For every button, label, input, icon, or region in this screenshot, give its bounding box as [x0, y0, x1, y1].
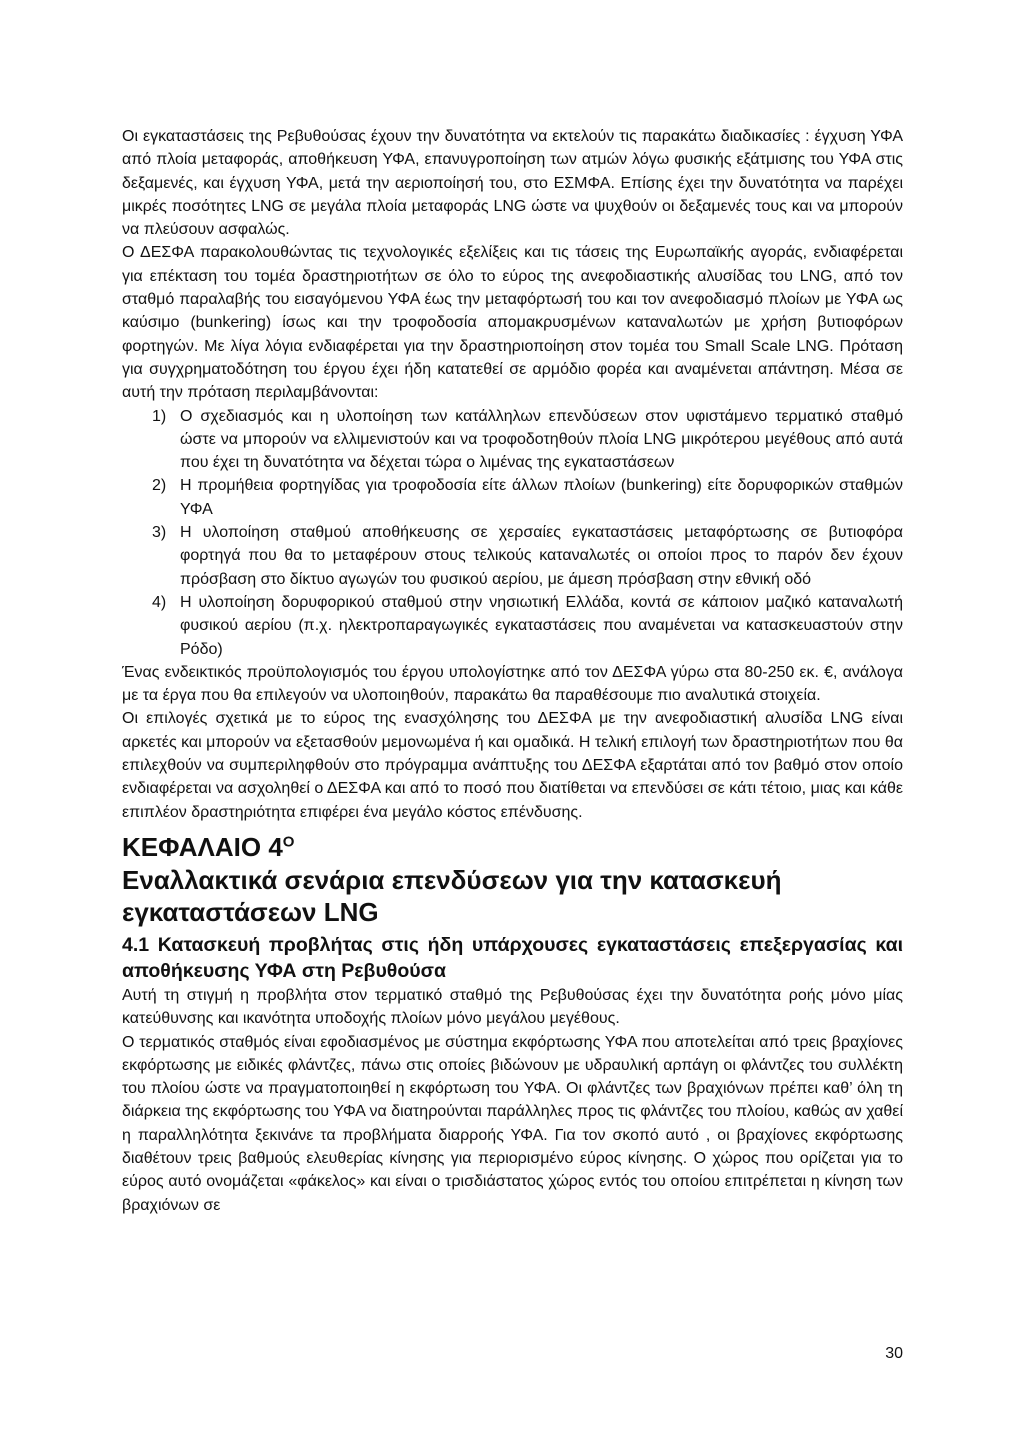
list-item: [122, 591, 903, 661]
list-item-text: Η υλοποίηση σταθμού αποθήκευσης σε χερσαίες εγκαταστάσεις μεταφόρτωσης σε βυτιοφόρα φορτηγά που θα το μεταφέρουν στους τελικούς καταναλωτές οι οποίοι προς το παρόν δεν έχουν πρόσβαση στο δίκτυο αγωγών του φυσικού αερίου, με άμεση πρόσβαση στην εθνική οδό: [180, 524, 903, 588]
chapter-ordinal-superscript: Ο: [282, 833, 295, 851]
chapter-heading: [122, 830, 903, 864]
page-content: [122, 125, 903, 1217]
list-item: [122, 521, 903, 591]
list-item-number: 3): [152, 524, 167, 542]
list-item-number: 1): [152, 407, 167, 425]
paragraph-jetty-status: Αυτή τη στιγμή η προβλήτα στον τερματικό σταθμό της Ρεβυθούσας έχει την δυνατότητα ροής μόνο μίας κατεύθυνσης και ικανότητα υποδοχής πλοίων μόνο μεγάλου μεγέθους.: [122, 986, 903, 1028]
paragraph-desfa-interest: Ο ΔΕΣΦΑ παρακολουθώντας τις τεχνολογικές εξελίξεις και τις τάσεις της Ευρωπαϊκής αγοράς, ενδιαφέρεται για επέκταση του τομέα δραστηριοτήτων σε όλο το εύρος της ανεφοδιαστικής αλυσίδας του LNG, από τον σταθμό παραλαβής του εισαγόμενου ΥΦΑ έως την μεταφόρτωσή του και τον ανεφοδιασμό πλοίων με ΥΦΑ ως καύσιμο (bunkering) ίσως και την τροφοδοσία απομακρυσμένων καταναλωτών με χρήση βυτιοφόρων φορτηγών. Με λίγα λόγια ενδιαφέρεται για την δραστηριοποίηση στον τομέα του Small Scale LNG. Πρόταση για συγχρηματοδότηση του έργου έχει ήδη κατατεθεί σε αρμόδιο φορέα και αναμένεται απάντηση. Μέσα σε αυτή την πρόταση περιλαμβάνονται:: [122, 244, 903, 402]
section-heading: 4.1 Κατασκευή προβλήτας στις ήδη υπάρχουσες εγκαταστάσεις επεξεργασίας και αποθήκευσης ΥΦΑ στη Ρεβυθούσα: [122, 933, 903, 982]
list-item-text: Η προμήθεια φορτηγίδας για τροφοδοσία είτε άλλων πλοίων (bunkering) είτε δορυφορικών σταθμών ΥΦΑ: [180, 477, 903, 518]
chapter-title: ΚΕΦΑΛΑΙΟ 4: [122, 831, 283, 862]
paragraph-unloading-arms: Ο τερματικός σταθμός είναι εφοδιασμένος με σύστημα εκφόρτωσης ΥΦΑ που αποτελείται από τρεις βραχίονες εκφόρτωσης με ειδικές φλάντζες, πάνω στις οποίες βιδώνουν με υδραυλική αρπάγη οι φλάντζες του συλλέκτη του πλοίου ώστε να πραγματοποιηθεί η εκφόρτωση του ΥΦΑ. Οι φλάντζες των βραχιόνων πρέπει καθ’ όλη τη διάρκεια της εκφόρτωσης του ΥΦΑ να διατηρούνται παράλληλες προς τις φλάντζες του πλοίου, καθώς αν χαθεί η παραλληλότητα ξεκινάνε τα προβλήματα διαρροής ΥΦΑ. Για τον σκοπό αυτό , οι βραχίονες εκφόρτωσης διαθέτουν τρεις βαθμούς ελευθερίας κίνησης για περιορισμένο εύρος κίνησης. Ο χώρος που ορίζεται για το εύρος αυτό ονομάζεται «φάκελος» και είναι ο τρισδιάστατος χώρος εντός του οποίου επιτρέπεται η κίνηση των βραχιόνων σε: [122, 1033, 903, 1214]
proposal-list: [122, 405, 903, 661]
list-item-number: 4): [152, 593, 167, 611]
list-item: [122, 474, 903, 521]
page-number: 30: [885, 1345, 903, 1362]
chapter-subtitle: Εναλλακτικά σενάρια επενδύσεων για την κατασκευή εγκαταστάσεων LNG: [122, 864, 782, 927]
list-item-text: Η υλοποίηση δορυφορικού σταθμού στην νησιωτική Ελλάδα, κοντά σε κάποιον μαζικό καταναλωτή φυσικού αερίου (π.χ. ηλεκτροπαραγωγικές εγκαταστάσεις που αναμένεται να κατασκευαστούν στην Ρόδο): [180, 593, 903, 658]
paragraph-budget: Ένας ενδεικτικός προϋπολογισμός του έργου υπολογίστηκε από τον ΔΕΣΦΑ γύρω στα 80-250 εκ. €, ανάλογα με τα έργα που θα επιλεγούν να υλοποιηθούν, παρακάτω θα παραθέσουμε πιο αναλυτικά στοιχεία.: [122, 663, 903, 705]
list-item-text: Ο σχεδιασμός και η υλοποίηση των κατάλληλων επενδύσεων στον υφιστάμενο τερματικό σταθμό ώστε να μπορούν να ελλιμενιστούν και να τροφοδοτηθούν πλοία LNG μικρότερου μεγέθους από αυτά που έχει τη δυνατότητα να δέχεται τώρα ο λιμένας της εγκαταστάσεων: [180, 407, 903, 472]
list-item: [122, 405, 903, 475]
paragraph-options: Οι επιλογές σχετικά με το εύρος της ενασχόλησης του ΔΕΣΦΑ με την ανεφοδιαστική αλυσίδα LNG είναι αρκετές και μπορούν να εξετασθούν μεμονωμένα ή και ομαδικά. Η τελική επιλογή των δραστηριοτήτων που θα επιλεχθούν να συμπεριληφθούν στο πρόγραμμα ανάπτυξης του ΔΕΣΦΑ εξαρτάται από τον βαθμό στον οποίο ενδιαφέρεται να ασχοληθεί ο ΔΕΣΦΑ και από το ποσό που διατίθεται να επενδύσει σε κάτι τέτοιο, μιας και κάθε επιπλέον δραστηριότητα επιφέρει ένα μεγάλο κόστος επένδυσης.: [122, 710, 903, 821]
list-item-number: 2): [152, 477, 167, 495]
paragraph-intro: Οι εγκαταστάσεις της Ρεβυθούσας έχουν την δυνατότητα να εκτελούν τις παρακάτω διαδικασίες : έγχυση ΥΦΑ από πλοία μεταφοράς, αποθήκευση ΥΦΑ, επανυγροποίηση των ατμών λόγω φυσικής εξάτμισης του ΥΦΑ στις δεξαμενές, και έγχυση ΥΦΑ, μετά την αεριοποίησή του, στο ΕΣΜΦΑ. Επίσης έχει την δυνατότητα να παρέχει μικρές ποσότητες LNG σε μεγάλα πλοία μεταφοράς LNG ώστε να ψυχθούν οι δεξαμενές τους και να μπορούν να πλεύσουν ασφαλώς.: [122, 128, 903, 239]
